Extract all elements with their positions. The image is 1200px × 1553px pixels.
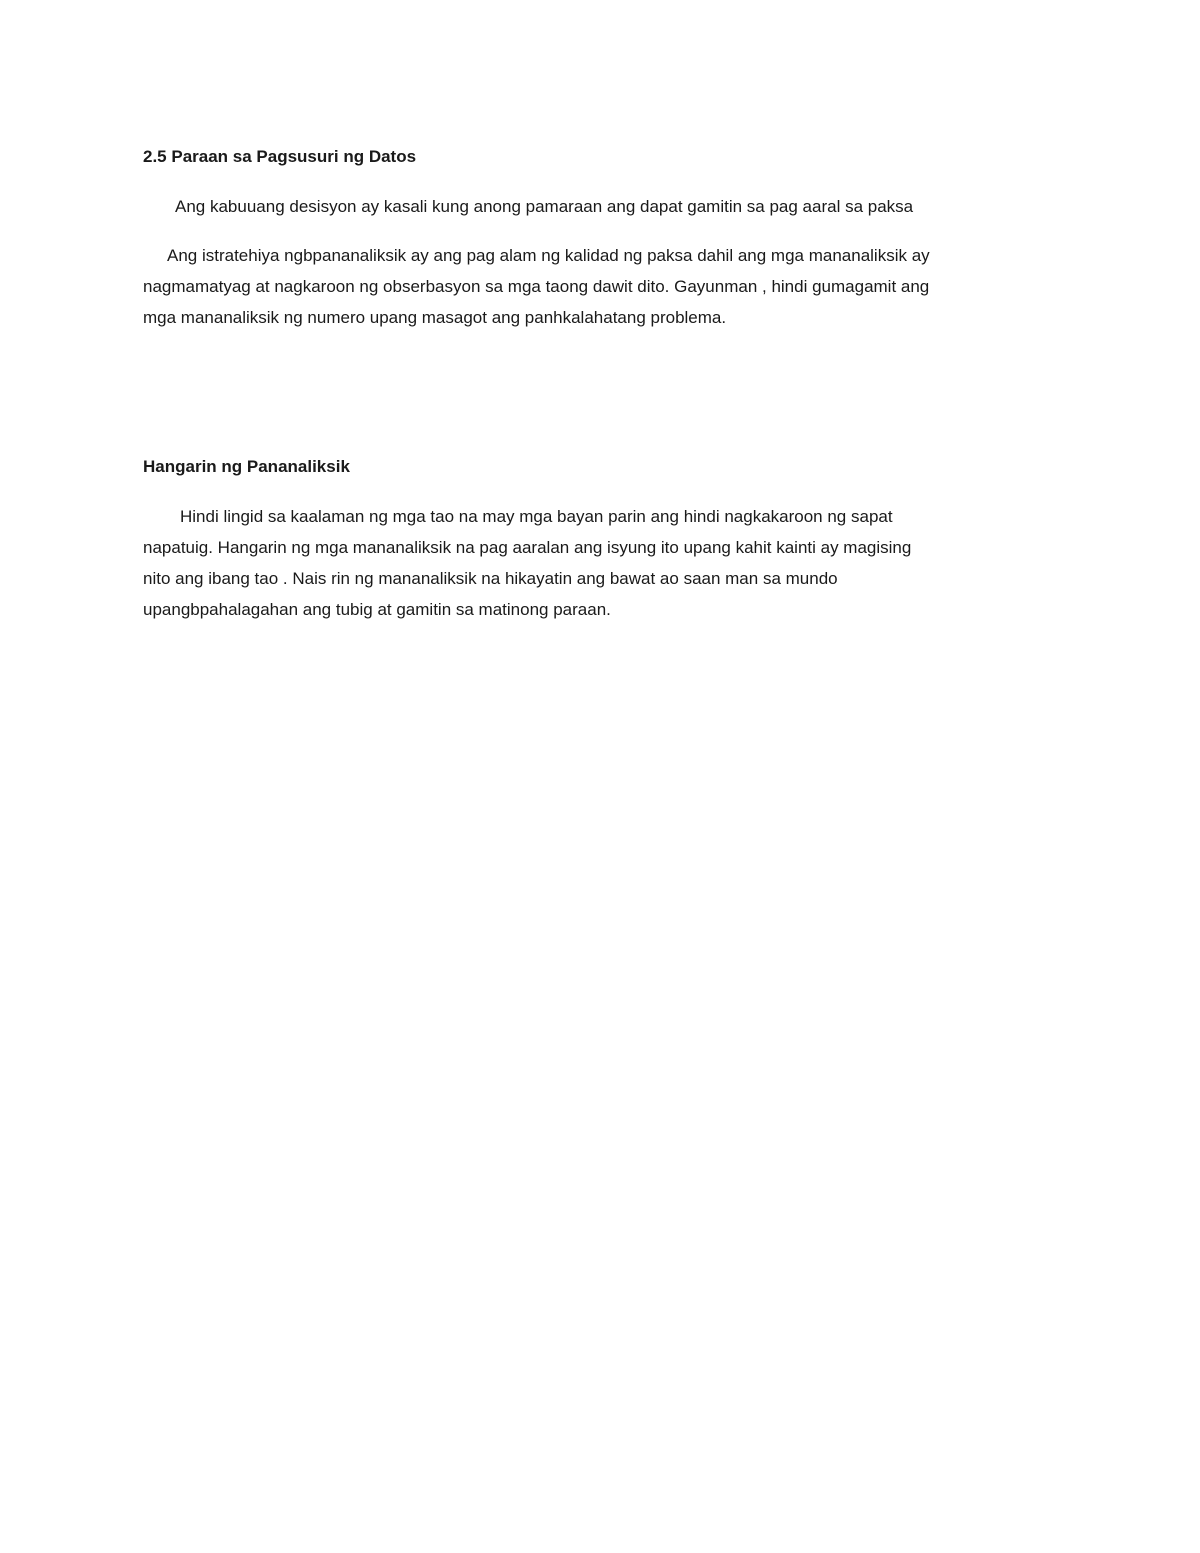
paragraph-line: upangbpahalagahan ang tubig at gamitin sa matinong paraan. (143, 600, 611, 619)
paragraph-line: nito ang ibang tao . Nais rin ng mananaliksik na hikayatin ang bawat ao saan man sa mundo (143, 569, 838, 588)
paragraph-line: napatuig. Hangarin ng mga mananaliksik na pag aaralan ang isyung ito upang kahit kainti ay magising (143, 538, 912, 557)
paragraph-istratehiya (143, 240, 1063, 333)
paragraph-line: Ang istratehiya ngbpananaliksik ay ang pag alam ng kalidad ng paksa dahil ang mga mananaliksik ay (167, 246, 930, 265)
section-heading-hangarin: Hangarin ng Pananaliksik (143, 457, 350, 476)
paragraph-kabuuang-desisyon (143, 191, 1063, 222)
paragraph-hindi-lingid (143, 501, 1063, 625)
paragraph-line: nagmamatyag at nagkaroon ng obserbasyon sa mga taong dawit dito. Gayunman , hindi gumagamit ang (143, 277, 930, 296)
paragraph-line: Hindi lingid sa kaalaman ng mga tao na may mga bayan parin ang hindi nagkakaroon ng sapat (180, 507, 893, 526)
paragraph-line: Ang kabuuang desisyon ay kasali kung anong pamaraan ang dapat gamitin sa pag aaral sa paksa (175, 197, 914, 216)
section-heading-paraan: 2.5 Paraan sa Pagsusuri ng Datos (143, 147, 417, 166)
paragraph-line: mga mananaliksik ng numero upang masagot ang panhkalahatang problema. (143, 308, 727, 327)
